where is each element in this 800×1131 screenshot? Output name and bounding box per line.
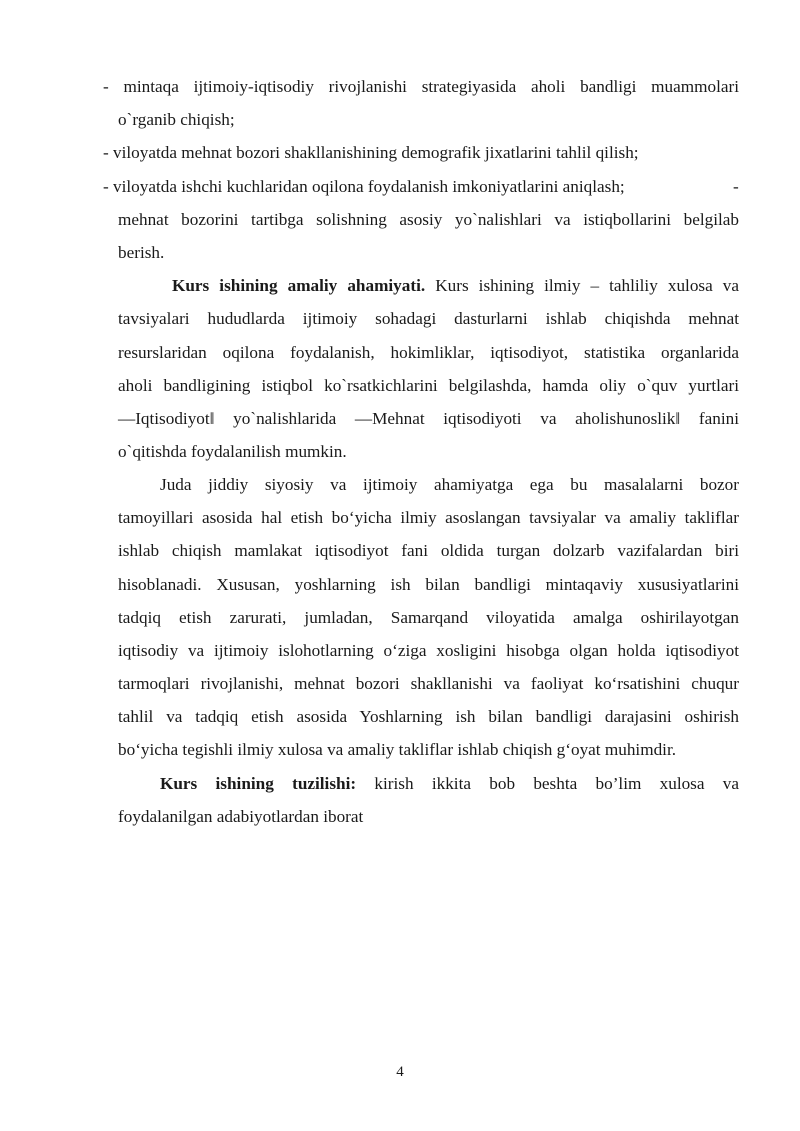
paragraph-line-4: hisoblanadi. Xususan, yoshlarning ish bilan bandligi mintaqaviy xususiyatlarini bbox=[118, 575, 739, 594]
paragraph-line-7: tarmoqlari rivojlanishi, mehnat bozori shakllanishi va faoliyat ko‘rsatishini chuqur bbox=[118, 674, 739, 693]
practical-significance-heading: Kurs ishining amaliy ahamiyati. bbox=[172, 276, 426, 295]
practical-significance-line-1 bbox=[172, 275, 739, 297]
practical-significance-text: Kurs ishining ilmiy – tahliliy xulosa va bbox=[435, 276, 739, 295]
structure-line-2: foydalanilgan adabiyotlardan iborat bbox=[118, 807, 364, 826]
bullet-item-4-line-1: mehnat bozorini tartibga solishning asosiy yo`nalishlari va istiqbollarini belgilab bbox=[118, 210, 739, 229]
practical-significance-line-2: tavsiyalari hududlarda ijtimoiy sohadagi dasturlarni ishlab chiqishda mehnat bbox=[118, 309, 739, 328]
paragraph-line-8: tahlil va tadqiq etish asosida Yoshlarning ish bilan bandligi darajasini oshirish bbox=[118, 707, 739, 726]
structure-line-1 bbox=[160, 773, 739, 795]
structure-text: kirish ikkita bob beshta bo’lim xulosa va bbox=[374, 774, 740, 793]
paragraph-line-2: tamoyillari asosida hal etish bo‘yicha ilmiy asoslangan tavsiyalar va amaliy takliflar bbox=[118, 508, 739, 527]
bullet-item-3: - viloyatda ishchi kuchlaridan oqilona foydalanish imkoniyatlarini aniqlash; bbox=[103, 177, 625, 196]
paragraph-line-6: iqtisodiy va ijtimoiy islohotlarning o‘ziga xosligini hisobga olgan holda iqtisodiyot bbox=[118, 641, 739, 660]
bullet-item-2: - viloyatda mehnat bozori shakllanishining demografik jixatlarini tahlil qilish; bbox=[103, 143, 639, 162]
paragraph-line-9: bo‘yicha tegishli ilmiy xulosa va amaliy takliflar ishlab chiqish g‘oyat muhimdir. bbox=[118, 740, 677, 759]
structure-heading: Kurs ishining tuzilishi: bbox=[160, 774, 357, 793]
bullet-item-4-dash: - bbox=[733, 177, 739, 196]
bullet-item-4-line-2: berish. bbox=[118, 243, 165, 262]
paragraph-line-1: Juda jiddiy siyosiy va ijtimoiy ahamiyatga ega bu masalalarni bozor bbox=[160, 475, 739, 494]
practical-significance-line-5: ―Iqtisodiyot‖ yo`nalishlarida ―Mehnat iqtisodiyoti va aholishunoslik‖ fanini bbox=[118, 409, 739, 428]
bullet-item-1-line-1: - mintaqa ijtimoiy-iqtisodiy rivojlanishi strategiyasida aholi bandligi muammolari bbox=[103, 77, 739, 96]
page-number: 4 bbox=[396, 1064, 404, 1080]
practical-significance-line-3: resurslaridan oqilona foydalanish, hokimliklar, iqtisodiyot, statistika organlarida bbox=[118, 343, 739, 362]
paragraph-line-3: ishlab chiqish mamlakat iqtisodiyot fani oldida turgan dolzarb vazifalardan biri bbox=[118, 541, 739, 560]
practical-significance-line-4: aholi bandligining istiqbol ko`rsatkichlarini belgilashda, hamda oliy o`quv yurtlari bbox=[118, 376, 739, 395]
practical-significance-line-6: o`qitishda foydalanilish mumkin. bbox=[118, 442, 347, 461]
bullet-item-1-line-2: o`rganib chiqish; bbox=[118, 110, 235, 129]
paragraph-line-5: tadqiq etish zarurati, jumladan, Samarqand viloyatida amalga oshirilayotgan bbox=[118, 608, 739, 627]
